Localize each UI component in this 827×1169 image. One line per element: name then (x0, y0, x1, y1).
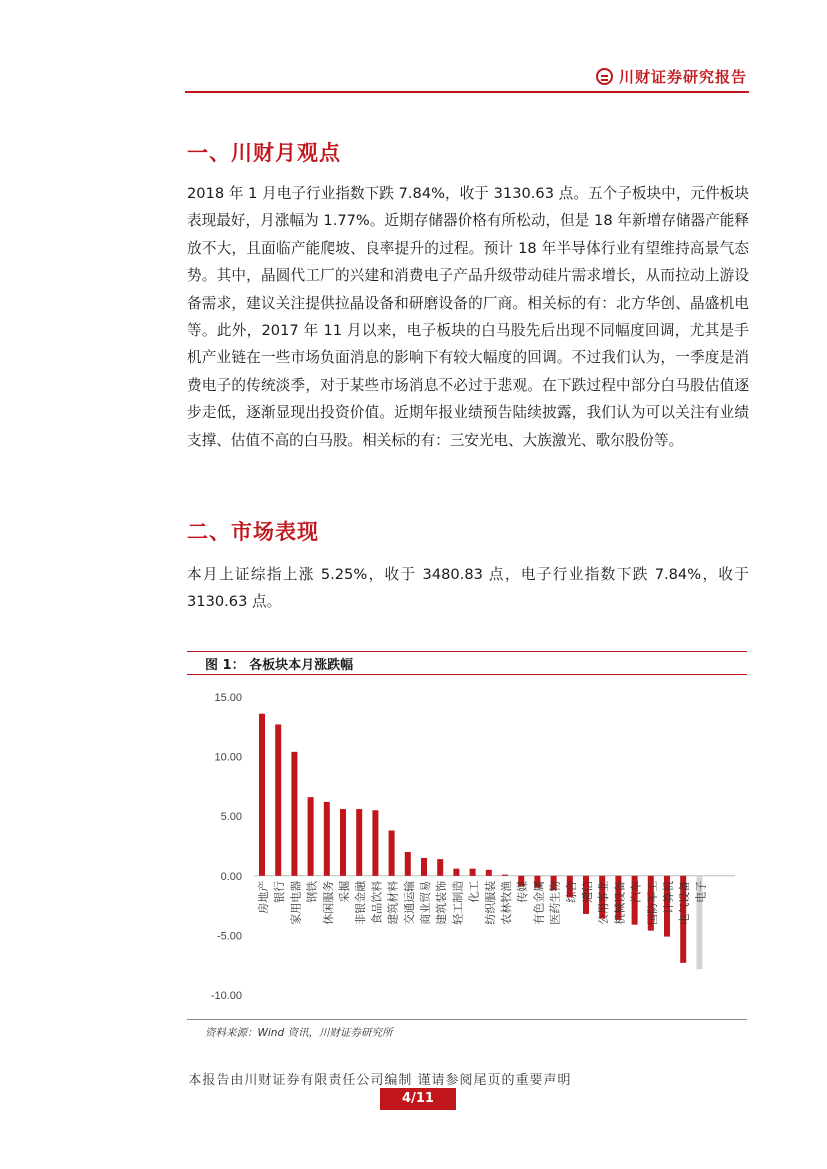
category-label: 电子 (694, 880, 708, 903)
y-tick-label: -10.00 (210, 990, 242, 1002)
bar-建筑材料 (389, 831, 395, 876)
category-label: 通信 (581, 880, 594, 903)
category-label: 非银金融 (354, 880, 368, 925)
y-tick-label: -5.00 (216, 930, 242, 943)
figure-title: 图 1： 各板块本月涨跌幅 (205, 658, 354, 673)
category-label: 轻工制造 (451, 880, 465, 925)
category-label: 银行 (273, 880, 287, 903)
bar-休闲服务 (324, 802, 330, 876)
category-label: 采掘 (338, 880, 351, 903)
category-label: 化工 (467, 880, 481, 903)
section-paragraph-market: 本月上证综指上涨 5.25%，收于 3480.83 点，电子行业指数下跌 7.84%，收于 3130.63 点。 (187, 566, 749, 611)
category-label: 商业贸易 (419, 880, 432, 925)
category-label: 休闲服务 (321, 880, 335, 925)
category-label: 机械设备 (613, 880, 627, 925)
category-label: 有色金属 (532, 880, 546, 925)
y-tick-label: 15.00 (214, 692, 242, 704)
category-label: 钢铁 (305, 880, 319, 903)
category-label: 建筑材料 (386, 880, 400, 925)
brand-logo-icon (596, 68, 613, 85)
bar-化工 (470, 869, 476, 876)
section-paragraph-view: 2018 年 1 月电子行业指数下跌 7.84%，收于 3130.63 点。五个子板块中，元件板块表现最好，月涨幅为 1.77%。近期存储器价格有所松动，但是 18 年新增存储器产能释放不大，且面临产能爬坡、良率提升的过程。预计 18 年半导体行业有望维持高景气态势。其中，晶圆代工厂的兴建和消费电子产品升级带动硅片需求增长，从而拉动上游设备需求，建议关注提供拉晶设备和研磨设备的厂商。相关标的有：北方华创、晶盛机电等。此外，2017 年 11 月以来，电子板块的白马股先后出现不同幅度回调，尤其是手机产业链在一些市场负面消息的影响下有较大幅度的回调。不过我们认为，一季度是消费电子的传统淡季，对于某些市场消息不必过于悲观。在下跌过程中部分白马股估值逐步走低，逐渐显现出投资价值。近期年报业绩预告陆续披露，我们认为可以关注有业绩支撑、估值不高的白马股。相关标的有：三安光电、大族激光、歌尔股份等。 (187, 185, 749, 449)
bar-交通运输 (405, 852, 411, 876)
category-label: 公用事业 (597, 880, 611, 925)
category-label: 纺织服装 (483, 880, 497, 925)
brand-name: 川财证券研究报告 (618, 68, 747, 86)
category-label: 传媒 (516, 880, 530, 903)
category-label: 国防军工 (645, 880, 659, 925)
bar-食品饮料 (372, 810, 378, 876)
bar-建筑装饰 (437, 859, 443, 876)
bar-房地产 (259, 714, 265, 876)
footer-disclaimer: 本报告由川财证券有限责任公司编制 谨请参阅尾页的重要声明 (188, 1073, 572, 1088)
category-label: 汽车 (629, 880, 643, 903)
bar-轻工制造 (453, 869, 459, 876)
bar-采掘 (340, 809, 346, 876)
category-label: 房地产 (257, 880, 270, 914)
y-tick-label: 0.00 (220, 870, 242, 883)
section-title-market: 二、市场表现 (187, 520, 319, 544)
category-label: 食品饮料 (370, 880, 384, 925)
figure-source: 资料来源：Wind 资讯，川财证券研究所 (205, 1027, 393, 1039)
bar-商业贸易 (421, 858, 427, 876)
category-label: 建筑装饰 (435, 880, 449, 925)
category-label: 农林牧渔 (500, 880, 513, 925)
category-label: 电气设备 (678, 880, 692, 925)
bar-农林牧渔 (502, 875, 508, 876)
category-label: 计算机 (662, 880, 675, 914)
category-label: 医药生物 (548, 880, 562, 925)
bar-chart (190, 680, 750, 1015)
category-label: 交通运输 (402, 880, 416, 925)
category-label: 家用电器 (289, 880, 303, 925)
header-divider (185, 91, 749, 93)
page-number: 4/11 (380, 1088, 456, 1110)
bar-钢铁 (308, 797, 314, 876)
y-tick-label: 10.00 (214, 751, 242, 764)
bar-纺织服装 (486, 870, 492, 876)
section-title-view: 一、川财月观点 (187, 141, 341, 165)
source-divider (187, 1019, 747, 1020)
bar-家用电器 (291, 752, 297, 876)
report-brand (596, 66, 747, 87)
bar-银行 (275, 724, 281, 875)
bar-非银金融 (356, 809, 362, 876)
y-tick-label: 5.00 (220, 811, 242, 824)
category-label: 综合 (564, 880, 578, 903)
